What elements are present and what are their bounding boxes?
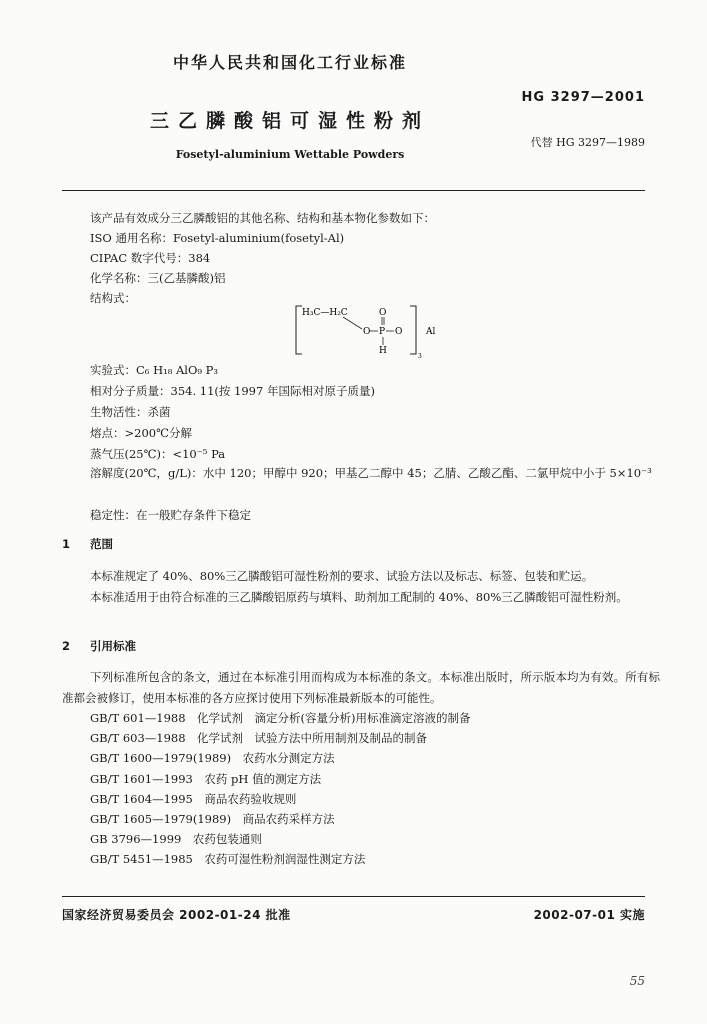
section-1-heading xyxy=(62,536,113,552)
cipac-code: CIPAC 数字代号：384 xyxy=(90,251,211,265)
reference-item: GB/T 1601—1993 农药 pH 值的测定方法 xyxy=(90,771,322,786)
document-title-en: Fosetyl-aluminium Wettable Powders xyxy=(175,148,405,161)
approval-info: 国家经济贸易委员会 2002-01-24 批准 xyxy=(62,908,291,922)
section-1-number: 1 xyxy=(62,537,71,551)
section-1-title: 范围 xyxy=(90,537,114,551)
oxygen-top: O xyxy=(379,308,387,318)
vapor-pressure: 蒸气压(25℃)：<10⁻⁵ Pa xyxy=(90,447,226,461)
footer-divider xyxy=(62,896,645,897)
phosphorus: P xyxy=(379,327,386,337)
reference-list xyxy=(90,710,471,872)
reference-item: GB/T 1600—1979(1989) 农药水分测定方法 xyxy=(90,751,335,766)
section-2-heading xyxy=(62,638,136,654)
reference-item: GB/T 1605—1979(1989) 商品农药采样方法 xyxy=(90,811,335,826)
reference-item: GB 3796—1999 农药包装通则 xyxy=(90,832,262,847)
stability: 稳定性：在一般贮存条件下稳定 xyxy=(90,508,251,522)
empirical-formula: 实验式：C₆ H₁₈ AlO₉ P₃ xyxy=(90,363,218,377)
oxygen-right: O xyxy=(395,327,403,337)
iso-name: ISO 通用名称：Fosetyl-aluminium(fosetyl-Al) xyxy=(90,231,345,245)
structural-formula xyxy=(290,300,440,362)
standard-category: 中华人民共和国化工行业标准 xyxy=(172,53,407,72)
replaces-note: 代替 HG 3297—1989 xyxy=(530,136,645,149)
melting-point: 熔点：>200℃分解 xyxy=(90,426,192,440)
right-bracket xyxy=(410,306,416,354)
section-2-number: 2 xyxy=(62,639,71,653)
molecular-mass: 相对分子质量：354. 11(按 1997 年国际相对原子质量) xyxy=(90,384,375,398)
section-1-para-2: 本标准适用于由符合标准的三乙膦酸铝原药与填料、助剂加工配制的 40%、80%三乙膦酸铝可湿性粉剂。 xyxy=(90,590,628,604)
oxygen-left: O xyxy=(363,327,371,337)
section-2-title: 引用标准 xyxy=(90,639,137,653)
section-2-para-1: 下列标准所包含的条文，通过在本标准引用而构成为本标准的条文。本标准出版时，所示版本均为有效。所有标准都会被修订，使用本标准的各方应探讨使用下列标准最新版本的可能性。 xyxy=(62,670,660,705)
aluminium: Al xyxy=(426,327,436,337)
hydrogen: H xyxy=(379,346,387,356)
solubility: 溶解度(20℃，g/L)：水中 120；甲醇中 920；甲基乙二醇中 45；乙腈、乙酸乙酯、二氯甲烷中小于 5×10⁻³ xyxy=(90,466,652,480)
reference-item: GB/T 1604—1995 商品农药验收规则 xyxy=(90,791,297,806)
chemical-name: 化学名称：三(乙基膦酸)铝 xyxy=(90,271,226,285)
bond-c-o xyxy=(343,317,362,329)
bracket-subscript: 3 xyxy=(418,353,422,360)
reference-item: GB/T 601—1988 化学试剂 滴定分析(容量分析)用标准滴定溶液的制备 xyxy=(90,711,471,725)
page-number: 55 xyxy=(629,974,645,988)
reference-item: GB/T 5451—1985 农药可湿性粉剂润湿性测定方法 xyxy=(90,852,366,867)
standard-number: HG 3297—2001 xyxy=(521,90,645,105)
section-1-para-1: 本标准规定了 40%、80%三乙膦酸铝可湿性粉剂的要求、试验方法以及标志、标签、包装和贮运。 xyxy=(90,569,594,583)
reference-item: GB/T 603—1988 化学试剂 试验方法中所用制剂及制品的制备 xyxy=(90,731,428,746)
ethyl-group: H₃C—H₂C xyxy=(302,308,348,318)
document-title-cn: 三乙膦酸铝可湿性粉剂 xyxy=(149,110,430,132)
intro-lead: 该产品有效成分三乙膦酸铝的其他名称、结构和基本物化参数如下： xyxy=(90,211,435,225)
header-divider xyxy=(62,190,645,191)
bioactivity: 生物活性：杀菌 xyxy=(90,405,171,419)
effective-date: 2002-07-01 实施 xyxy=(533,908,645,922)
structure-label: 结构式： xyxy=(90,291,136,305)
